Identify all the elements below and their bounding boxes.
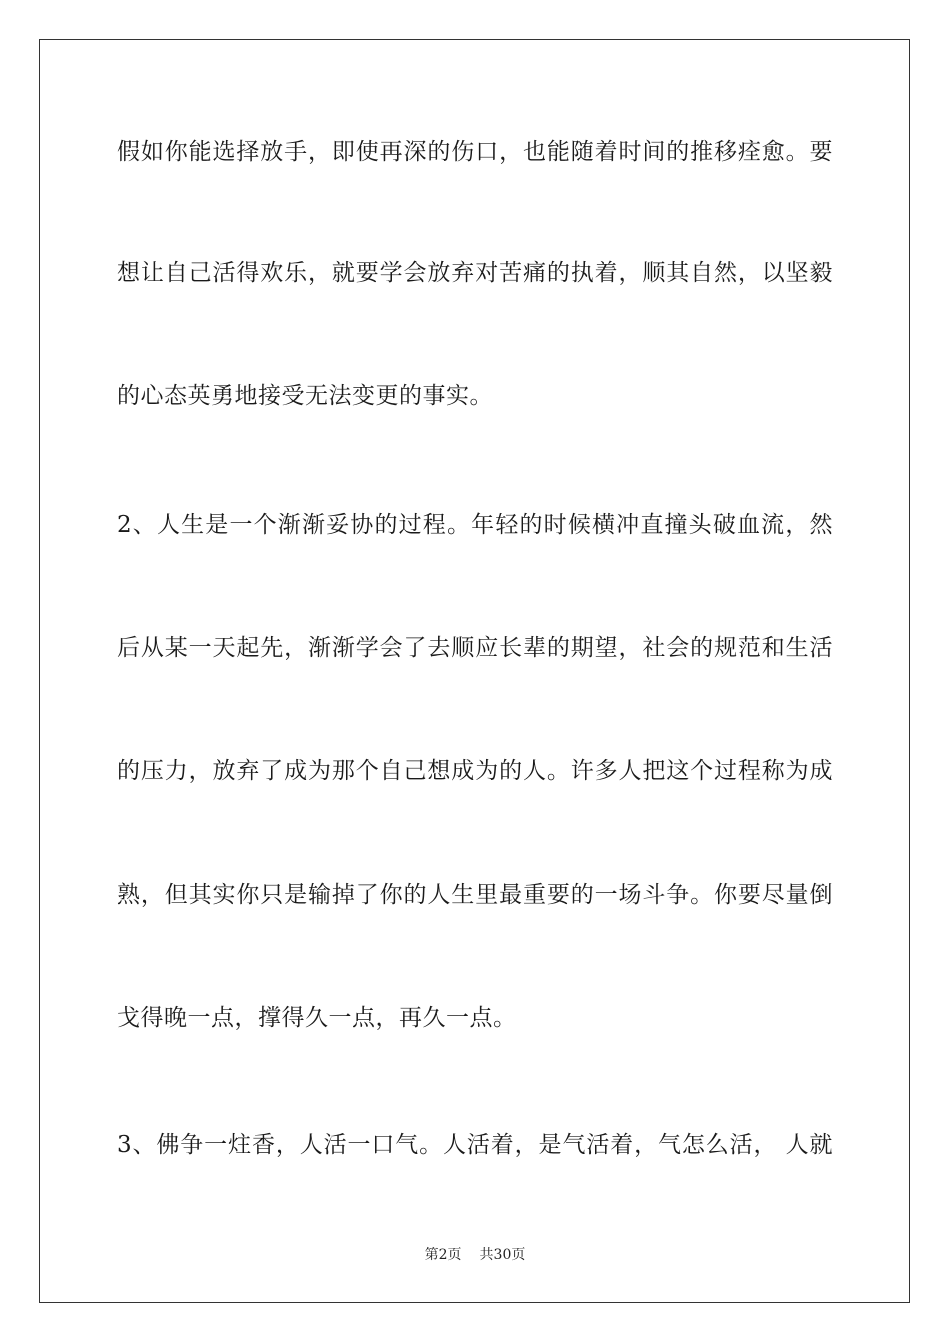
page-footer xyxy=(0,1245,950,1265)
body-text-line-2: 想让自己活得欢乐，就要学会放弃对苦痛的执着，顺其自然，以坚毅 xyxy=(117,260,833,286)
page-number: 第2页 xyxy=(424,1247,462,1263)
body-text-line-8: 戈得晚一点，撑得久一点，再久一点。 xyxy=(117,1005,517,1031)
body-text-line-4: 2、人生是一个渐渐妥协的过程。年轻的时候横冲直撞头破血流，然 xyxy=(117,512,833,538)
body-text-line-7: 熟，但其实你只是输掉了你的人生里最重要的一场斗争。你要尽量倒 xyxy=(117,882,833,908)
page-border xyxy=(39,39,910,1303)
body-text-line-6: 的压力，放弃了成为那个自己想成为的人。许多人把这个过程称为成 xyxy=(117,758,833,784)
body-text-line-5: 后从某一天起先，渐渐学会了去顺应长辈的期望，社会的规范和生活 xyxy=(117,635,833,661)
body-text-line-9: 3、佛争一炷香，人活一口气。人活着，是气活着，气怎么活， 人就 xyxy=(117,1132,833,1158)
body-text-line-1: 假如你能选择放手，即使再深的伤口，也能随着时间的推移痊愈。要 xyxy=(117,139,833,165)
body-text-line-3: 的心态英勇地接受无法变更的事实。 xyxy=(117,383,493,409)
page-total: 共30页 xyxy=(479,1247,526,1263)
